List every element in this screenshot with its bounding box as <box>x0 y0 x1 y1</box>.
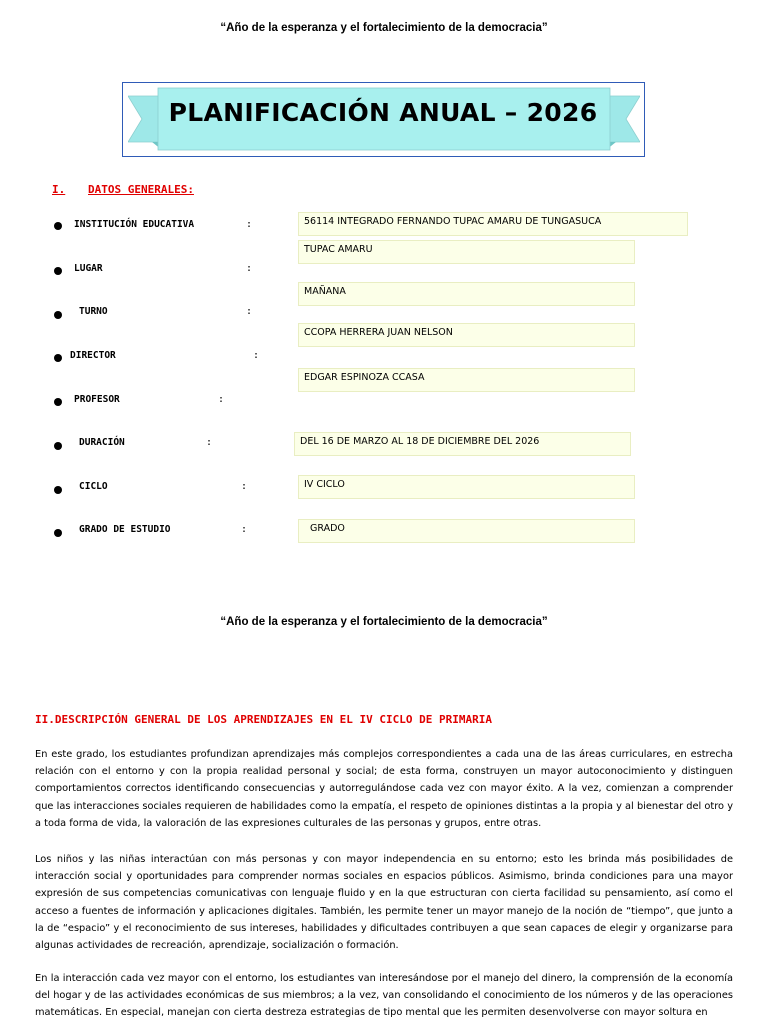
field-colon: : <box>246 219 253 230</box>
field-label-profesor: PROFESOR <box>74 394 120 405</box>
field-value-lugar[interactable]: TUPAC AMARU <box>298 240 635 264</box>
field-value-turno[interactable]: MAÑANA <box>298 282 635 306</box>
section1-number: I. <box>52 183 66 196</box>
field-value-duracion[interactable]: DEL 16 DE MARZO AL 18 DE DICIEMBRE DEL 2026 <box>294 432 631 456</box>
field-value-director[interactable]: CCOPA HERRERA JUAN NELSON <box>298 323 635 347</box>
bullet-icon <box>54 311 62 319</box>
field-value-ciclo[interactable]: IV CICLO <box>298 475 635 499</box>
mid-motto: “Año de la esperanza y el fortalecimiento de la democracia” <box>220 616 548 628</box>
field-value-profesor[interactable]: EDGAR ESPINOZA CCASA <box>298 368 635 392</box>
paragraph-3: En la interacción cada vez mayor con el entorno, los estudiantes van interesándose por el manejo del dinero, la comprensión de la economía del hogar y de las actividades económicas de sus miembros; a la vez, van consolidando el conocimiento de los números y de las operaciones matemáticas. En especial, manejan con cierta destreza estrategias de tipo mental que les permiten desenvolverse con mayor soltura en <box>35 973 733 1019</box>
field-colon: : <box>253 350 260 361</box>
page-title: PLANIFICACIÓN ANUAL – 2026 <box>168 98 598 127</box>
field-label-turno: TURNO <box>79 306 108 317</box>
paragraph-2: Los niños y las niñas interactúan con más personas y con mayor independencia en su entorno; esto les brinda más posibilidades de interacción social y oportunidades para comprender normas sociales en espacios públicos. Asimismo, brinda condiciones para una mayor expresión de sus competencias comunicativas con lenguaje fluido y en la que estructuran con cierta facilidad su pensamiento, así como el acceso a fuentes de información y aplicaciones digitales. También, les permite tener un mayor manejo de la noción de “tiempo”, que junto a la de “espacio” y el reconocimiento de sus intereses, habilidades y dificultades contribuyen a que sean capaces de elegir y organizarse para algunas actividades de recreación, aprendizaje, socialización o formación. <box>35 854 733 952</box>
field-value-institucion[interactable]: 56114 INTEGRADO FERNANDO TUPAC AMARU DE TUNGASUCA <box>298 212 688 236</box>
bullet-icon <box>54 442 62 450</box>
bullet-icon <box>54 222 62 230</box>
bullet-icon <box>54 267 62 275</box>
field-label-ciclo: CICLO <box>79 481 108 492</box>
field-colon: : <box>241 524 248 535</box>
bullet-icon <box>54 398 62 406</box>
bullet-icon <box>54 486 62 494</box>
field-colon: : <box>246 263 253 274</box>
paragraph-1: En este grado, los estudiantes profundizan aprendizajes más complejos correspondientes a cada una de las áreas curriculares, en estrecha relación con el entorno y con la propia realidad personal y social; de esta forma, construyen un mayor autoconocimiento y distinguen comportamientos correctos identificando consecuencias y autorregulándose cada vez con mayor éxito. A la vez, comienzan a comprender que las interacciones sociales requieren de habilidades como la empatía, el respeto de opiniones distintas a la propia y al bienestar del otro y a toda forma de vida, la valoración de las expresiones culturales de las personas y grupos, entre otras. <box>35 749 733 829</box>
field-label-institucion: INSTITUCIÓN EDUCATIVA <box>74 219 195 230</box>
field-label-lugar: LUGAR <box>74 263 103 274</box>
header-motto: “Año de la esperanza y el fortalecimiento de la democracia” <box>220 22 548 34</box>
bullet-icon <box>54 529 62 537</box>
field-value-grado[interactable]: GRADO <box>298 519 635 543</box>
bullet-icon <box>54 354 62 362</box>
field-colon: : <box>206 437 213 448</box>
field-colon: : <box>241 481 248 492</box>
field-label-duracion: DURACIÓN <box>79 437 125 448</box>
field-label-grado: GRADO DE ESTUDIO <box>79 524 171 535</box>
section2-title: II.DESCRIPCIÓN GENERAL DE LOS APRENDIZAJES EN EL IV CICLO DE PRIMARIA <box>35 713 492 726</box>
field-label-director: DIRECTOR <box>70 350 116 361</box>
field-colon: : <box>218 394 225 405</box>
section1-title: DATOS GENERALES: <box>88 183 194 196</box>
field-colon: : <box>246 306 253 317</box>
